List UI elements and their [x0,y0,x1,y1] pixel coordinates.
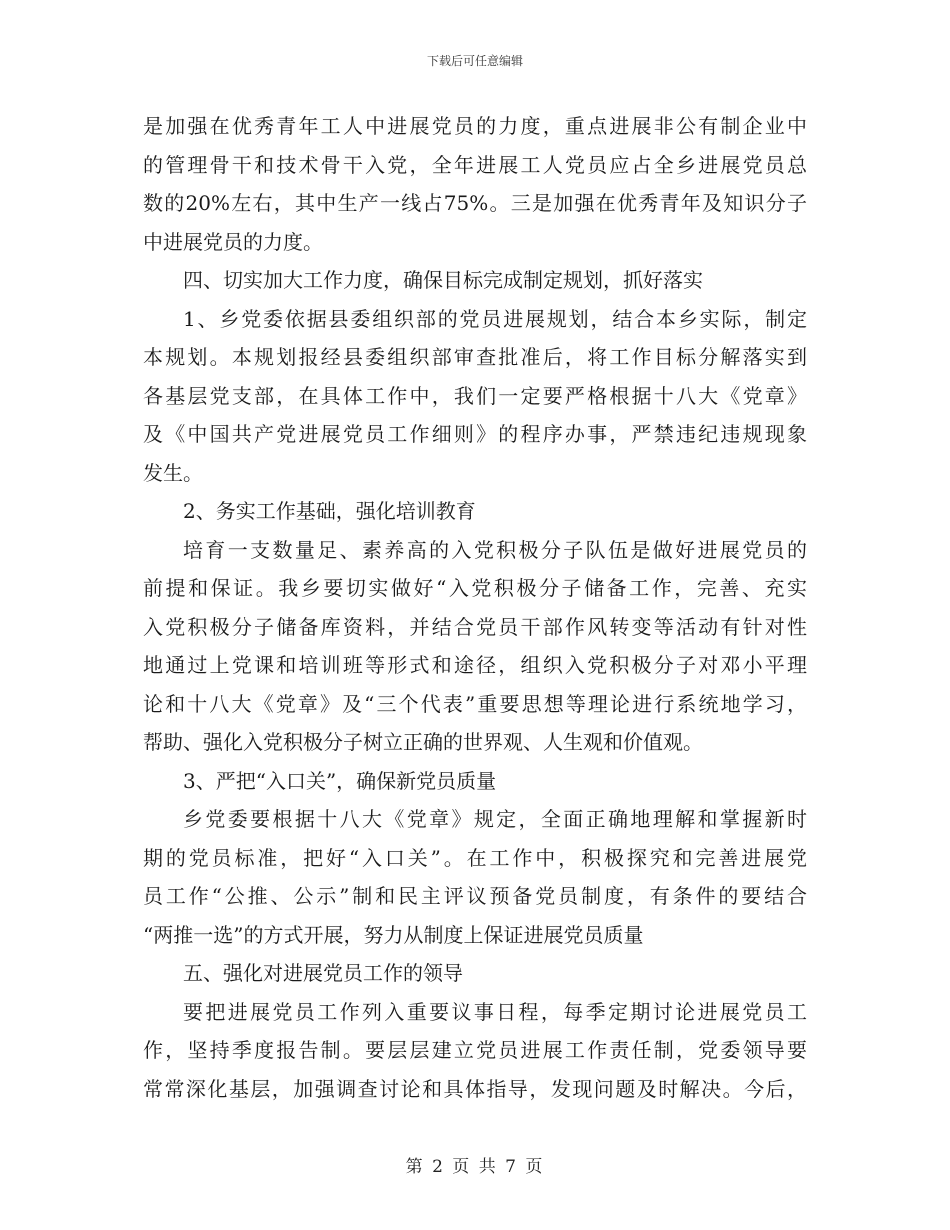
text-line: 本规划。本规划报经县委组织部审查批准后，将工作目标分解落实到 [143,345,807,369]
page-number: 第 2 页 共 7 页 [405,1157,545,1177]
text-line: 作，坚持季度报告制。要层层建立党员进展工作责任制，党委领导要 [143,1038,807,1062]
section-heading: 五、强化对进展党员工作的领导 [183,961,463,985]
text-line: 地通过上党课和培训班等形式和途径，组织入党积极分子对邓小平理 [143,653,807,677]
subsection-heading: 3、严把“入口关”，确保新党员质量 [183,768,497,793]
document-body [143,107,807,1108]
text-line: 员工作“公推、公示”制和民主评议预备党员制度，有条件的要结合 [143,884,807,908]
page-header-note: 下载后可任意编辑 [426,54,523,68]
text-line: 的管理骨干和技术骨干入党，全年进展工人党员应占全乡进展党员总 [143,152,807,177]
text-line: 论和十八大《党章》及“三个代表”重要思想等理论进行系统地学习， [143,691,807,716]
text-line: 中进展党员的力度。 [143,229,323,254]
section-heading: 四、切实加大工作力度，确保目标完成制定规划，抓好落实 [183,268,703,292]
text-line: 入党积极分子储备库资料，并结合党员干部作风转变等活动有针对性 [143,614,807,639]
text-line: 各基层党支部，在具体工作中，我们一定要严格根据十八大《党章》 [143,383,807,408]
text-line: 数的20%左右，其中生产一线占75%。三是加强在优秀青年及知识分子 [143,191,807,215]
text-line: 1、乡党委依据县委组织部的党员进展规划，结合本乡实际，制定 [183,306,807,331]
text-line: 帮助、强化入党积极分子树立正确的世界观、人生观和价值观。 [143,730,703,754]
text-line: “两推一选”的方式开展，努力从制度上保证进展党员质量 [143,922,644,947]
text-line: 发生。 [143,460,203,485]
text-line: 是加强在优秀青年工人中进展党员的力度，重点进展非公有制企业中 [143,114,807,138]
text-line: 及《中国共产党进展党员工作细则》的程序办事，严禁违纪违规现象 [143,422,807,446]
text-line: 前提和保证。我乡要切实做好“入党积极分子储备工作，完善、充实 [143,576,807,600]
text-line: 期的党员标准，把好“入口关”。在工作中，积极探究和完善进展党 [143,845,807,870]
subsection-heading: 2、务实工作基础，强化培训教育 [183,499,476,523]
text-line: 常常深化基层，加强调查讨论和具体指导，发现问题及时解决。今后， [143,1076,807,1101]
text-line: 培育一支数量足、素养高的入党积极分子队伍是做好进展党员的 [183,537,807,562]
text-line: 乡党委要根据十八大《党章》规定，全面正确地理解和掌握新时 [183,807,807,831]
text-line: 要把进展党员工作列入重要议事日程，每季定期讨论进展党员工 [183,999,807,1024]
